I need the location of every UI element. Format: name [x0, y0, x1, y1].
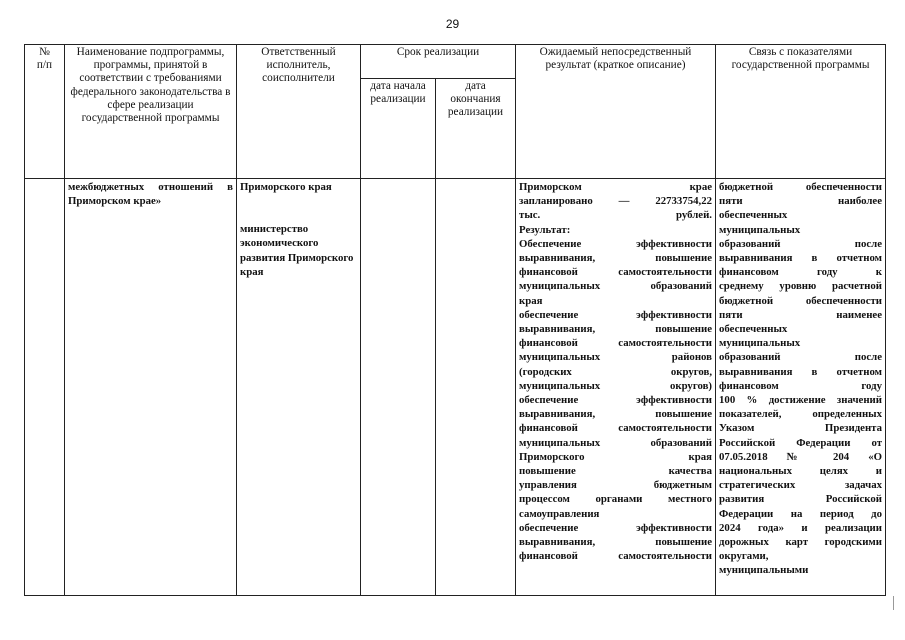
cell-link — [716, 179, 886, 596]
result-line: обеспечение эффективности — [519, 308, 713, 321]
link-line: национальных целях и — [719, 465, 883, 478]
result-line: Результат: — [519, 223, 571, 236]
result-line: процессом органами местного — [519, 493, 713, 506]
header-link-text: Связь с показателями государственной программы — [731, 46, 870, 72]
result-line: Приморского края — [519, 450, 713, 463]
link-line: среднему уровню расчетной — [719, 280, 883, 293]
cell-executor-2: министерство экономического развития Приморского края — [240, 223, 354, 278]
result-line: выравнивания, повышение — [519, 536, 713, 549]
header-executor — [237, 45, 361, 179]
link-line: финансовом году к — [719, 266, 883, 279]
result-line: Обеспечение эффективности — [519, 237, 713, 250]
link-line: выравнивания в отчетном — [719, 252, 883, 265]
result-line: финансовой самостоятельности — [519, 422, 713, 435]
result-line: Приморском крае — [519, 181, 713, 193]
header-link — [716, 45, 886, 179]
header-result — [516, 45, 716, 179]
result-line: муниципальных образований — [519, 280, 713, 293]
result-line: выравнивания, повышение — [519, 252, 713, 265]
scan-edge-mark — [893, 596, 894, 610]
link-line: Российской Федерации от — [719, 436, 883, 449]
result-line: (городских округов, — [519, 365, 713, 378]
cell-end — [436, 179, 516, 596]
result-line: обеспечение эффективности — [519, 394, 713, 407]
result-line: выравнивания, повышение — [519, 408, 713, 421]
link-line: развития Российской — [719, 493, 883, 506]
link-line: стратегических задачах — [719, 479, 883, 492]
header-name-text: Наименование подпрограммы, программы, принятой в соответствии с требованиями федерального законодательства в сфере реализации государственной программы — [70, 46, 231, 125]
cell-start — [361, 179, 436, 596]
header-period — [361, 45, 516, 79]
link-line: муниципальных — [719, 337, 801, 350]
header-name — [65, 45, 237, 179]
result-line: финансовой самостоятельности — [519, 266, 713, 279]
link-line: округами, — [719, 550, 769, 563]
link-line: дорожных карт городскими — [719, 536, 883, 549]
result-line: выравнивания, повышение — [519, 323, 713, 336]
link-line: выравнивания в отчетном — [719, 365, 883, 378]
link-line: Указом Президента — [719, 422, 883, 435]
header-executor-text: Ответственный исполнитель, соисполнители — [261, 46, 336, 85]
header-start — [361, 79, 436, 179]
result-line: управления бюджетным — [519, 479, 713, 492]
link-line: обеспеченных — [719, 323, 788, 336]
link-line: муниципальными — [719, 564, 809, 577]
header-num-text: № п/п — [36, 46, 53, 72]
result-line: финансовой самостоятельности — [519, 550, 713, 563]
result-line: муниципальных районов — [519, 351, 713, 364]
cell-executor — [237, 179, 361, 596]
link-line: обеспеченных — [719, 209, 788, 222]
result-line: самоуправления — [519, 507, 600, 520]
header-end-text: дата окончания реализации — [447, 80, 504, 119]
link-line: 07.05.2018 № 204 «О — [719, 450, 883, 463]
link-line: показателей, определенных — [719, 408, 883, 421]
result-line: финансовой самостоятельности — [519, 337, 713, 350]
header-period-text: Срок реализации — [396, 46, 480, 58]
page-number: 29 — [445, 17, 460, 31]
cell-result — [516, 179, 716, 596]
cell-num — [25, 179, 65, 596]
link-line: Федерации на период до — [719, 507, 883, 520]
program-table — [24, 44, 886, 596]
link-line: 100 % достижение значений — [719, 394, 883, 407]
header-end — [436, 79, 516, 179]
result-line: муниципальных образований — [519, 436, 713, 449]
link-line: образований после — [719, 351, 883, 364]
cell-name-text: межбюджетных отношений в Приморском крае» — [68, 181, 233, 208]
result-line: обеспечение эффективности — [519, 521, 713, 534]
header-result-text: Ожидаемый непосредственный результат (краткое описание) — [539, 46, 692, 72]
link-line: бюджетной обеспеченности — [719, 181, 883, 193]
result-line: муниципальных округов) — [519, 379, 713, 392]
result-line: тыс. рублей. — [519, 209, 713, 222]
link-line: муниципальных — [719, 223, 801, 236]
cell-executor-1: Приморского края — [240, 181, 332, 193]
header-num — [25, 45, 65, 179]
link-line: образований после — [719, 237, 883, 250]
result-line: края — [519, 294, 543, 307]
result-line: запланировано — 22733754,22 — [519, 195, 713, 208]
link-line: 2024 года» и реализации — [719, 521, 883, 534]
link-line: пяти наименее — [719, 308, 883, 321]
cell-name — [65, 179, 237, 596]
link-line: пяти наиболее — [719, 195, 883, 208]
link-line: финансовом году — [719, 379, 883, 392]
header-start-text: дата начала реализации — [370, 80, 426, 106]
result-line: повышение качества — [519, 465, 713, 478]
link-line: бюджетной обеспеченности — [719, 294, 883, 307]
